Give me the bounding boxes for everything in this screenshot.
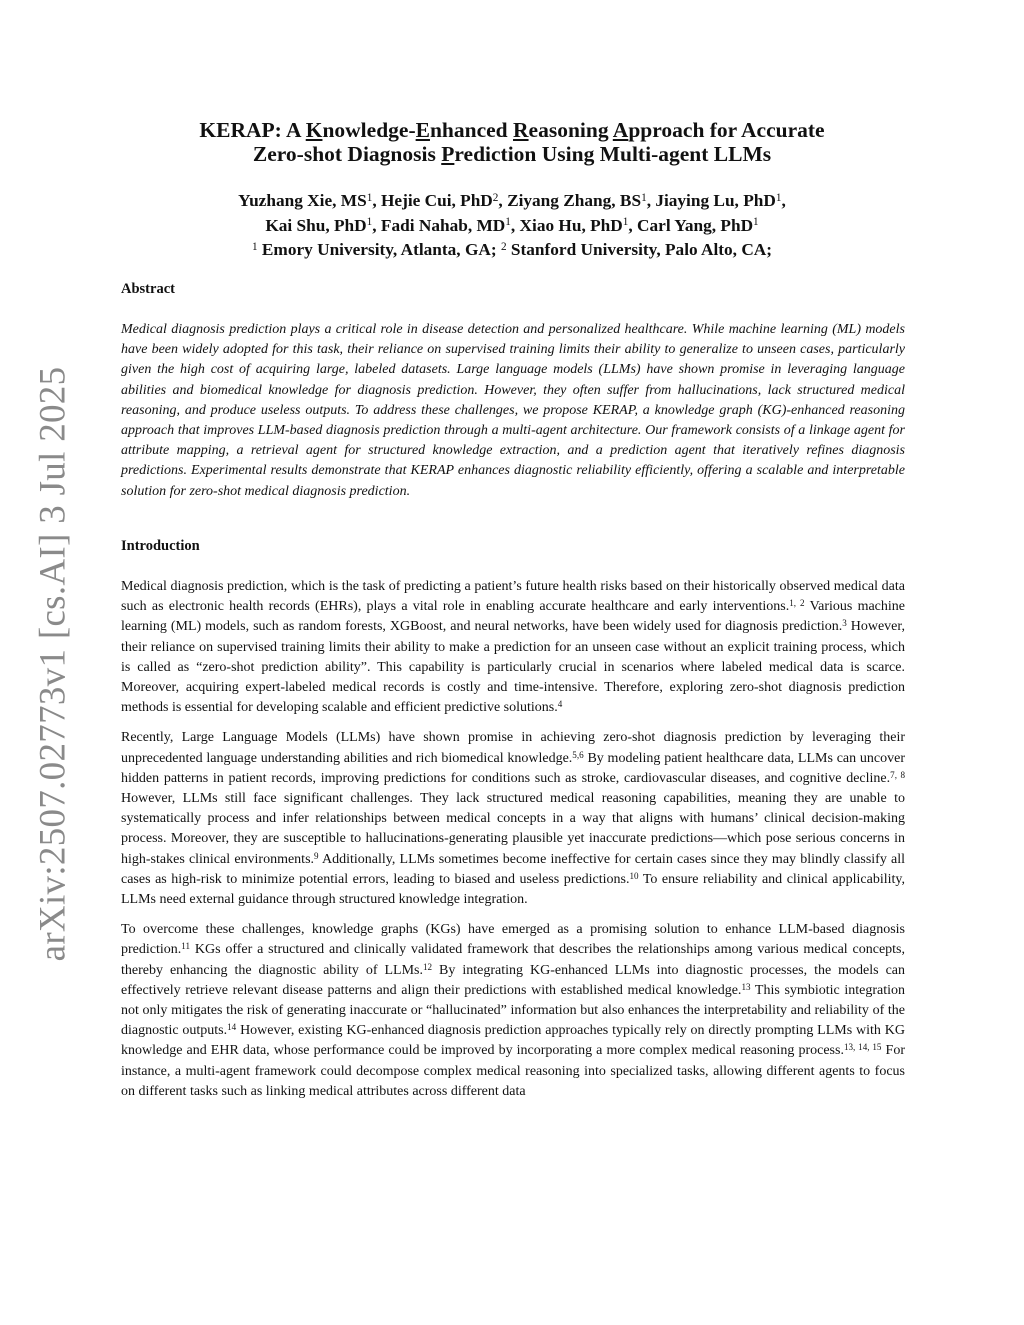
paragraph-text: However, their reliance on supervised training limits their ability to make a prediction for an unseen case without an explicit training process, which is called as “zero-shot prediction ability”. This capability is particularly crucial in scenarios where labeled medical data is scarce. Moreover, acquiring expert-labeled medical records is costly and time-intensive. Therefore, exploring zero-shot diagnosis prediction methods is essential for developing scalable and efficient predictive solutions. — [121, 619, 905, 716]
author-separator: , — [372, 191, 381, 210]
introduction-paragraph — [121, 577, 905, 718]
affiliation-marker: 1 — [753, 216, 759, 229]
title-text: nowledge- — [322, 118, 416, 142]
author-separator: , — [646, 191, 656, 210]
affiliation-marker: 2 — [500, 240, 507, 253]
introduction-heading: Introduction — [121, 538, 200, 554]
affiliation-marker: 1 — [251, 240, 258, 253]
paragraph-text: By modeling patient healthcare data, LLMs can uncover hidden patterns in patient records, improving predictions for conditions such as stroke, cardiovascular diseases, and cognitive decline. — [121, 750, 905, 786]
citation-marker: 10 — [629, 870, 639, 881]
affiliation-marker: 1 — [622, 216, 629, 229]
author-line-2 — [120, 215, 904, 240]
paragraph-text: Various machine learning (ML) models, such as random forests, XGBoost, and neural networks, have been widely used for diagnosis prediction. — [121, 599, 906, 635]
title-text: pproach for Accurate — [628, 118, 825, 142]
affiliation-text: Emory University, Atlanta, GA; — [257, 240, 501, 259]
citation-marker: 7, 8 — [890, 769, 906, 780]
author-name: Fadi Nahab, MD — [380, 215, 506, 235]
author-name: Jiaying Lu, PhD — [655, 191, 776, 210]
affiliation-marker: 1 — [775, 191, 782, 204]
author-separator: , — [498, 191, 508, 210]
abstract-text: Medical diagnosis prediction plays a critical role in disease detection and personalized healthcare. While machine learning (ML) models have been widely adopted for this task, their reliance on supervised training limits their ability to generalize to unseen cases, particularly given the high cost of acquiring large, labeled datasets. Large language models (LLMs) have shown promise in leveraging language abilities and biomedical knowledge for diagnosis prediction. However, they often suffer from hallucinations, lack structured medical reasoning, and produce useless outputs. To address these challenges, we propose KERAP, a knowledge graph (KG)-enhanced reasoning approach that improves LLM-based diagnosis prediction through a multi-agent architecture. Our framework consists of a linkage agent for attribute mapping, a retrieval agent for structured knowledge extraction, and a prediction agent that iteratively refines diagnosis predictions. Experimental results demonstrate that KERAP enhances diagnostic reliability efficiently, offering a scalable and interpretable solution for zero-shot medical diagnosis prediction. — [121, 322, 905, 499]
author-block — [120, 190, 904, 264]
citation-marker: 1, 2 — [789, 598, 805, 609]
title-acronym-letter: K — [305, 118, 323, 142]
paragraph-text: Medical diagnosis prediction, which is the task of predicting a patient’s future health risks based on their historically observed medical data such as electronic health records (EHRs), plays a vital role in enabling accurate healthcare and early interventions. — [121, 579, 905, 615]
paragraph-text: Recently, Large Language Models (LLMs) have shown promise in achieving zero-shot diagnosis prediction by leveraging their unprecedented language understanding abilities and rich biomedical knowledge. — [121, 730, 905, 766]
paper-title — [120, 118, 904, 166]
author-name: Yuzhang Xie, MS — [238, 191, 367, 210]
title-line-2 — [120, 142, 904, 166]
author-separator: , — [372, 215, 381, 235]
author-name: Carl Yang, PhD — [637, 215, 754, 235]
title-acronym-letter: R — [513, 118, 529, 142]
citation-marker: 12 — [422, 961, 433, 972]
introduction-body — [121, 577, 905, 1112]
citation-marker: 13, 14, 15 — [843, 1042, 882, 1053]
title-text: KERAP: A — [199, 118, 306, 142]
author-name: Ziyang Zhang, BS — [507, 191, 642, 210]
affiliation-text: Stanford University, Palo Alto, CA; — [506, 240, 773, 259]
introduction-paragraph — [121, 728, 905, 910]
title-text: rediction Using Multi-agent LLMs — [454, 142, 772, 166]
paragraph-text: This symbiotic integration not only mitigates the risk of generating inaccurate or “hallucinated” information but also enhances the interpretability and reliability of the diagnostic outputs. — [121, 982, 905, 1039]
introduction-paragraph — [121, 920, 905, 1102]
paragraph-text: By integrating KG-enhanced LLMs into diagnostic processes, the models can effectively retrieve relevant disease patterns and align their predictions with established medical knowledge. — [121, 962, 906, 998]
author-name: Kai Shu, PhD — [265, 215, 367, 235]
author-separator: , — [510, 215, 520, 235]
citation-marker: 11 — [181, 941, 191, 952]
paragraph-text: For instance, a multi-agent framework could decompose complex medical reasoning into specialized tasks, allowing different agents to focus on different tasks such as linking medical attributes across different data — [121, 1043, 906, 1099]
title-text: nhanced — [429, 118, 514, 142]
title-text: Zero-shot Diagnosis — [252, 142, 442, 166]
paragraph-text: Additionally, LLMs sometimes become ineffective for certain cases since they may blindly classify all cases as high-risk to minimize potential errors, leading to biased and useless predictions. — [121, 851, 905, 887]
author-separator: , — [781, 191, 786, 210]
affiliation-marker: 2 — [492, 191, 499, 204]
affiliation-line — [120, 239, 904, 264]
citation-marker: 9 — [314, 850, 319, 861]
affiliation-marker: 1 — [366, 191, 373, 204]
citation-marker: 13 — [741, 981, 751, 992]
citation-marker: 3 — [842, 618, 847, 629]
author-name: Hejie Cui, PhD — [380, 191, 493, 210]
author-name: Xiao Hu, PhD — [519, 215, 623, 235]
affiliation-marker: 1 — [366, 216, 373, 229]
abstract-heading: Abstract — [121, 281, 175, 297]
affiliation-marker: 1 — [641, 191, 647, 204]
citation-marker: 4 — [557, 699, 563, 710]
affiliation-marker: 1 — [505, 216, 511, 229]
citation-marker: 5,6 — [572, 749, 584, 760]
paragraph-text: To ensure reliability and clinical applicability, LLMs need external guidance through structured knowledge integration. — [121, 871, 905, 908]
paragraph-text: However, existing KG-enhanced diagnosis prediction approaches typically rely on directly prompting LLMs with KG knowledge and EHR data, whose performance could be improved by incorporating a more complex medical reasoning process. — [121, 1023, 905, 1059]
paragraph-text: KGs offer a structured and clinically validated framework that describes the relationships among various medical concepts, thereby enhancing the diagnostic ability of LLMs. — [121, 942, 905, 978]
title-line-1 — [120, 118, 904, 142]
author-line-1 — [120, 190, 904, 215]
title-text: easoning — [528, 118, 613, 142]
paragraph-text: To overcome these challenges, knowledge graphs (KGs) have emerged as a promising solution to enhance LLM-based diagnosis prediction. — [121, 922, 905, 958]
title-acronym-letter: E — [415, 118, 430, 142]
title-acronym-letter: P — [441, 142, 455, 166]
paragraph-text: However, LLMs still face significant challenges. They lack structured medical reasoning capabilities, meaning they are unable to systematically process and infer relationships between medical concepts in a way that aligns with humans’ clinical decision-making process. Moreover, they are susceptible to hallucinations-generating plausible yet inaccurate predictions—which pose serious concerns in high-stakes clinical environments. — [121, 791, 905, 867]
title-acronym-letter: A — [612, 118, 629, 142]
arxiv-identifier-stamp: arXiv:2507.02773v1 [cs.AI] 3 Jul 2025 — [32, 366, 74, 962]
author-separator: , — [628, 215, 638, 235]
citation-marker: 14 — [227, 1022, 237, 1033]
